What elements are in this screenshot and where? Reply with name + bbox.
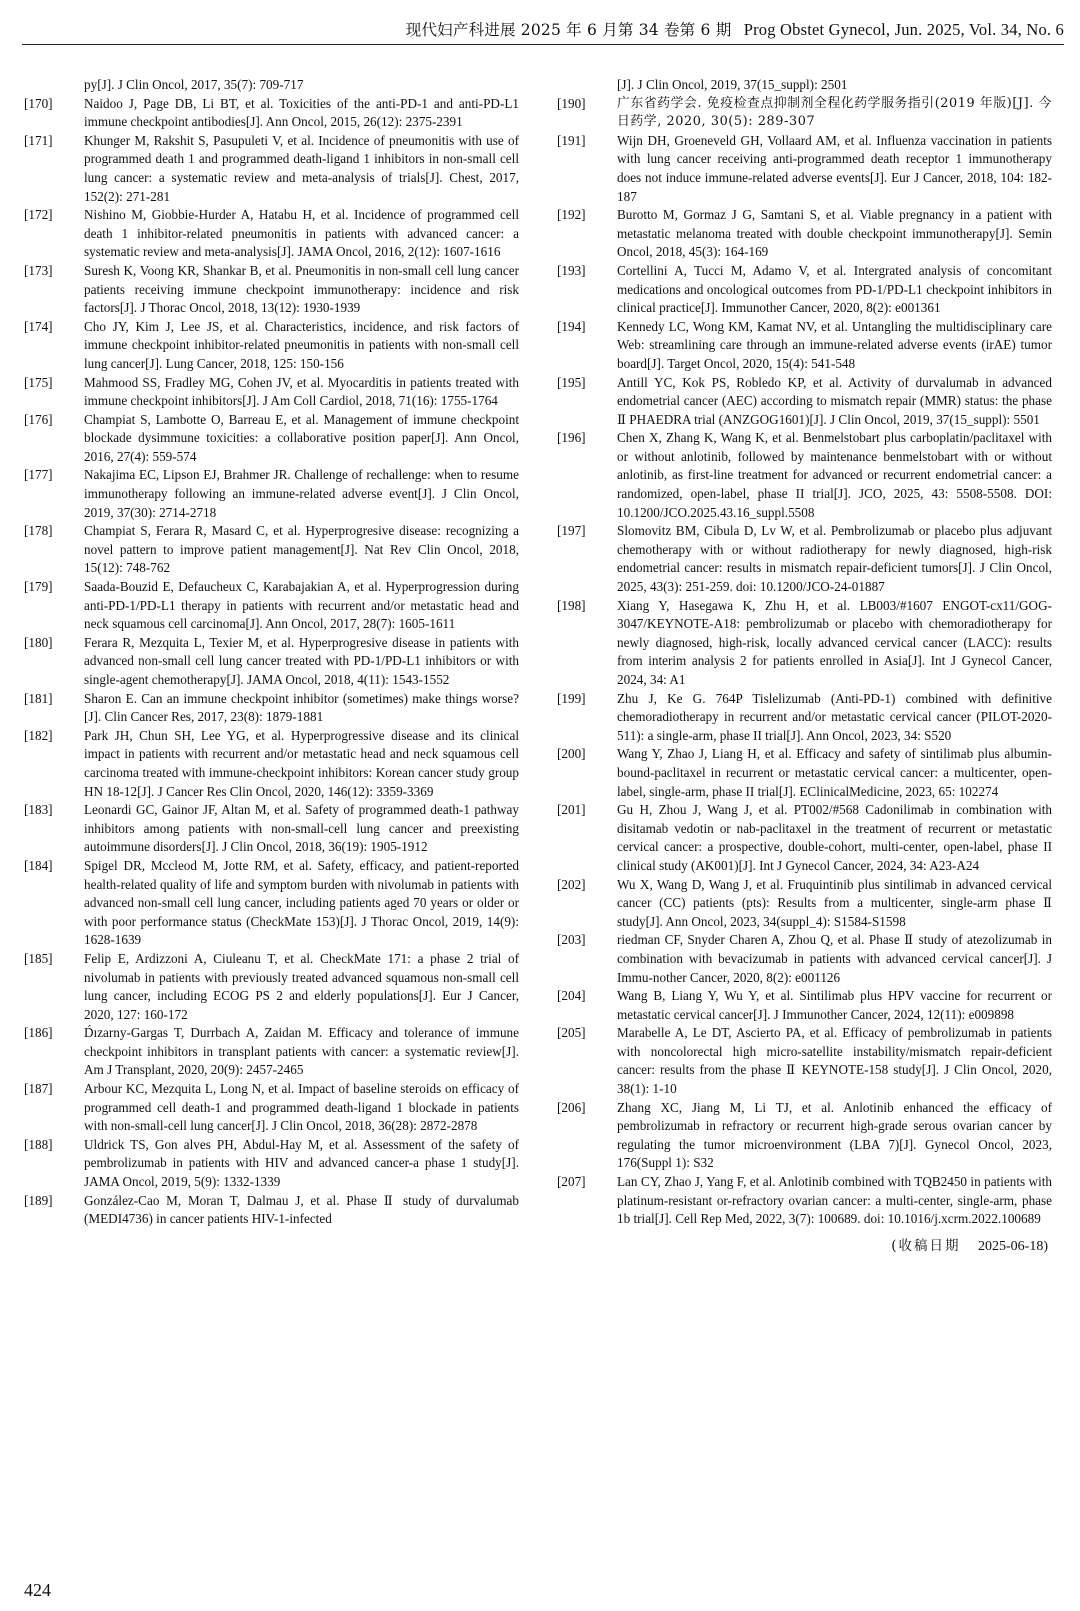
reference-item bbox=[557, 597, 1052, 690]
reference-text: Khunger M, Rakshit S, Pasupuleti V, et al. Incidence of pneumonitis with use of programmed death 1 and programmed death-ligand 1 inhibitors in non-small cell lung cancer: a systematic review and meta-analysis of trials[J]. Chest, 2017, 152(2): 271-281 bbox=[84, 132, 519, 204]
reference-text: Suresh K, Voong KR, Shankar B, et al. Pneumonitis in non-small cell lung cancer patients receiving immune checkpoint immunotherapy: incidence and risk factors[J]. J Thorac Oncol, 2018, 13(12): 1930-1939 bbox=[84, 262, 519, 316]
reference-number: [173] bbox=[24, 262, 53, 278]
reference-number: [183] bbox=[24, 802, 53, 818]
reference-number: [191] bbox=[557, 132, 586, 148]
reference-item bbox=[24, 727, 519, 801]
reference-number: [176] bbox=[24, 411, 53, 427]
reference-number: [180] bbox=[24, 634, 53, 650]
reference-item bbox=[24, 1024, 519, 1080]
reference-item bbox=[24, 206, 519, 262]
received-date: 2025-06-18) bbox=[978, 1238, 1048, 1254]
reference-text: Wang B, Liang Y, Wu Y, et al. Sintilimab plus HPV vaccine for recurrent or metastatic cervical cancer[J]. J Immunother Cancer, 2024, 12(11): e009898 bbox=[617, 988, 1052, 1022]
reference-number: [203] bbox=[557, 932, 586, 948]
reference-item bbox=[24, 466, 519, 522]
reference-number: [177] bbox=[24, 467, 53, 483]
reference-list-right bbox=[557, 95, 1052, 1229]
reference-item bbox=[24, 132, 519, 206]
reference-number: [186] bbox=[24, 1025, 53, 1041]
reference-number: [185] bbox=[24, 950, 53, 966]
reference-text: Wijn DH, Groeneveld GH, Vollaard AM, et al. Influenza vaccination in patients with lung cancer receiving anti-programmed death receptor 1 immunotherapy does not induce immune-related adverse events[J]. Eur J Cancer, 2018, 104: 182-187 bbox=[617, 132, 1052, 204]
reference-item bbox=[24, 950, 519, 1024]
reference-item bbox=[557, 95, 1052, 132]
reference-item bbox=[24, 1136, 519, 1192]
reference-text: Champiat S, Ferara R, Masard C, et al. Hyperprogresive disease: recognizing a novel pattern to improve patient management[J]. Nat Rev Clin Oncol, 2018, 15(12): 748-762 bbox=[84, 523, 519, 576]
reference-item bbox=[24, 374, 519, 411]
reference-number: [182] bbox=[24, 727, 53, 743]
reference-text: riedman CF, Snyder Charen A, Zhou Q, et al. Phase Ⅱ study of atezolizumab in combination with bevacizumab in patients with advanced cervical cancer[J]. J Immu-nother Cancer, 2020, 8(2): e001126 bbox=[617, 932, 1052, 985]
reference-text: Wang Y, Zhao J, Liang H, et al. Efficacy and safety of sintilimab plus albumin-bound-paclitaxel in recurrent or metastatic cervical cancer: a multicenter, open-label, single-arm, phase II trial[J]. EClinicalMedicine, 2023, 65: 102274 bbox=[617, 746, 1052, 799]
reference-number: [205] bbox=[557, 1025, 586, 1041]
reference-text: Zhu J, Ke G. 764P Tislelizumab (Anti-PD-1) combined with definitive chemoradiotherapy in recurrent and/or metastatic cervical cancer (PILOT-2020-511): a single-arm, phase II trial[J]. Ann Oncol, 2023, 34: S520 bbox=[617, 690, 1052, 743]
reference-item bbox=[24, 578, 519, 634]
reference-text: Xiang Y, Hasegawa K, Zhu H, et al. LB003/#1607 ENGOT-cx11/GOG-3047/KEYNOTE-A18: pembrolizumab or placebo with chemoradiotherapy for newly diagnosed, high-risk, locally advanced cervical cancer (LACC): results from interim analysis 2 for patients enrolled in Asia[J]. Int J Gynecol Cancer, 2024, 34: A1 bbox=[617, 597, 1052, 687]
reference-item bbox=[24, 634, 519, 690]
reference-list-left bbox=[24, 95, 519, 1229]
reference-item bbox=[557, 374, 1052, 430]
reference-text: Nishino M, Giobbie-Hurder A, Hatabu H, et al. Incidence of programmed cell death 1 inhibitor-related pneumonitis in patients with advanced cancer: a systematic review and meta-analysis[J]. JAMA Oncol, 2016, 2(12): 1607-1616 bbox=[84, 207, 519, 260]
reference-number: [170] bbox=[24, 95, 53, 111]
reference-number: [201] bbox=[557, 802, 586, 818]
reference-number: [190] bbox=[557, 95, 586, 111]
reference-text: Antill YC, Kok PS, Robledo KP, et al. Activity of durvalumab in advanced endometrial cancer (AEC) according to mismatch repair (MMR) status: the phase Ⅱ PHAEDRA trial (ANZGOG1601)[J]. J Clin Oncol, 2019, 37(15_suppl): 5501 bbox=[617, 374, 1052, 427]
reference-text: Marabelle A, Le DT, Ascierto PA, et al. Efficacy of pembrolizumab in patients with noncolorectal high micro-satellite instability/mismatch repair-deficient cancer: results from the phase Ⅱ KEYNOTE-158 study[J]. J Clin Oncol, 2020, 38(1): 1-10 bbox=[617, 1025, 1052, 1097]
reference-item bbox=[24, 411, 519, 467]
reference-continuation: py[J]. J Clin Oncol, 2017, 35(7): 709-717 bbox=[84, 77, 304, 92]
reference-item bbox=[557, 318, 1052, 374]
reference-item bbox=[557, 262, 1052, 318]
reference-number: [195] bbox=[557, 374, 586, 390]
reference-number: [188] bbox=[24, 1136, 53, 1152]
reference-text: Kennedy LC, Wong KM, Kamat NV, et al. Untangling the multidisciplinary care Web: streamlining care through an immune-related adverse events (irAE) tumor board[J]. Target Oncol, 2020, 15(4): 541-548 bbox=[617, 318, 1052, 371]
reference-number: [207] bbox=[557, 1174, 586, 1190]
reference-text: Sharon E. Can an immune checkpoint inhibitor (sometimes) make things worse? [J]. Clin Cancer Res, 2017, 23(8): 1879-1881 bbox=[84, 690, 519, 725]
reference-text: Zhang XC, Jiang M, Li TJ, et al. Anlotinib enhanced the efficacy of pembrolizumab in refractory or recurrent high-grade serous ovarian cancer by regulating the tumor microenvironment (LBA 7)[J]. Gynecol Oncol, 2023, 176(Suppl 1): S32 bbox=[617, 1099, 1052, 1171]
reference-text: Cho JY, Kim J, Lee JS, et al. Characteristics, incidence, and risk factors of immune checkpoint inhibitor-related pneumonitis in patients with non-small cell lung cancer[J]. Lung Cancer, 2018, 125: 150-156 bbox=[84, 318, 519, 371]
reference-text: D́ızarny-Gargas T, Durrbach A, Zaidan M. Efficacy and tolerance of immune checkpoint inhibitors in transplant patients with cancer: a systematic review[J]. Am J Transplant, 2020, 20(9): 2457-2465 bbox=[84, 1025, 519, 1078]
reference-item bbox=[24, 318, 519, 374]
reference-text: Uldrick TS, Gon alves PH, Abdul-Hay M, et al. Assessment of the safety of pembrolizumab in patients with HIV and advanced cancer-a phase 1 study[J]. JAMA Oncol, 2019, 5(9): 1332-1339 bbox=[84, 1136, 519, 1190]
reference-item bbox=[557, 132, 1052, 206]
reference-text: Mahmood SS, Fradley MG, Cohen JV, et al. Myocarditis in patients treated with immune checkpoint inhibitors[J]. J Am Coll Cardiol, 2018, 71(16): 1755-1764 bbox=[84, 374, 519, 409]
reference-number: [179] bbox=[24, 579, 53, 595]
reference-item bbox=[557, 931, 1052, 987]
reference-item bbox=[24, 522, 519, 578]
reference-item bbox=[557, 1024, 1052, 1098]
header-rule bbox=[22, 44, 1064, 45]
reference-number: [198] bbox=[557, 597, 586, 613]
reference-number: [196] bbox=[557, 430, 586, 446]
reference-number: [199] bbox=[557, 690, 586, 706]
reference-item bbox=[557, 745, 1052, 801]
reference-text: Champiat S, Lambotte O, Barreau E, et al. Management of immune checkpoint blockade dysimmune toxicities: a collaborative position paper[J]. Ann Oncol, 2016, 27(4): 559-574 bbox=[84, 411, 519, 464]
reference-text: Leonardi GC, Gainor JF, Altan M, et al. Safety of programmed death-1 pathway inhibitors among patients with non-small-cell lung cancer and preexisting autoimmune disorders[J]. J Clin Oncol, 2018, 36(19): 1905-1912 bbox=[84, 802, 519, 855]
reference-number: [174] bbox=[24, 318, 53, 334]
reference-text: Gu H, Zhou J, Wang J, et al. PT002/#568 Cadonilimab in combination with disitamab vedotin or nab-paclitaxel in the treatment of recurrent or metastatic cervical cancer: a prospective, double-cohort, multi-center, open-label, phase II clinical study (AK001)[J]. Int J Gynecol Cancer, 2024, 34: A23-A24 bbox=[617, 802, 1052, 873]
page-number: 424 bbox=[24, 1580, 51, 1600]
reference-number: [194] bbox=[557, 318, 586, 334]
reference-continuation: [J]. J Clin Oncol, 2019, 37(15_suppl): 2501 bbox=[617, 77, 848, 92]
reference-item bbox=[557, 206, 1052, 262]
reference-item bbox=[557, 429, 1052, 522]
reference-number: [202] bbox=[557, 876, 586, 892]
reference-text: Saada-Bouzid E, Defaucheux C, Karabajakian A, et al. Hyperprogression during anti-PD-1/PD-L1 therapy in patients with recurrent and/or metastatic head and neck squamous cell carcinoma[J]. Ann Oncol, 2017, 28(7): 1605-1611 bbox=[84, 579, 519, 632]
reference-item bbox=[557, 690, 1052, 746]
reference-number: [178] bbox=[24, 523, 53, 539]
reference-text: González-Cao M, Moran T, Dalmau J, et al. Phase Ⅱ study of durvalumab (MEDI4736) in cancer patients HIV-1-infected bbox=[84, 1192, 519, 1227]
reference-item bbox=[24, 262, 519, 318]
reference-text: Spigel DR, Mccleod M, Jotte RM, et al. Safety, efficacy, and patient-reported health-related quality of life and symptom burden with nivolumab in patients with advanced non-small cell lung cancer, including patients aged 70 years or older or with poor performance status (CheckMate 153)[J]. J Thorac Oncol, 2019, 14(9): 1628-1639 bbox=[84, 857, 519, 948]
reference-number: [189] bbox=[24, 1192, 53, 1208]
reference-number: [197] bbox=[557, 523, 586, 539]
journal-title-en: Prog Obstet Gynecol, Jun. 2025, Vol. 34, No. 6 bbox=[743, 20, 1064, 39]
reference-text: Chen X, Zhang K, Wang K, et al. Benmelstobart plus carboplatin/paclitaxel with or without anlotinib, followed by maintenance benmelstobart with or without anlotinib, as first-line treatment for advanced or recurrent endometrial cancer: a randomized, open-label, phase II trial[J]. JCO, 2025, 43: 5508-5508. DOI: 10.1200/JCO.2025.43.16_suppl.5508 bbox=[617, 430, 1052, 520]
reference-item bbox=[24, 1192, 519, 1229]
reference-number: [206] bbox=[557, 1099, 586, 1115]
reference-number: [187] bbox=[24, 1081, 53, 1097]
reference-item bbox=[557, 1099, 1052, 1173]
reference-text: Naidoo J, Page DB, Li BT, et al. Toxicities of the anti-PD-1 and anti-PD-L1 immune checkpoint antibodies[J]. Ann Oncol, 2015, 26(12): 2375-2391 bbox=[84, 95, 519, 130]
reference-number: [175] bbox=[24, 374, 53, 390]
reference-item bbox=[557, 522, 1052, 596]
reference-text: 广东省药学会. 免疫检查点抑制剂全程化药学服务指引(2019 年版)[J]. 今日药学, 2020, 30(5): 289-307 bbox=[617, 95, 1052, 130]
reference-item bbox=[24, 801, 519, 857]
reference-text: Lan CY, Zhao J, Yang F, et al. Anlotinib combined with TQB2450 in patients with platinum-resistant or-refractory ovarian cancer: a multi-center, single-arm, phase 1b trial[J]. Cell Rep Med, 2022, 3(7): 100689. doi: 10.1016/j.xcrm.2022.100689 bbox=[617, 1174, 1052, 1227]
received-label: (收稿日期 bbox=[891, 1237, 961, 1254]
reference-text: Cortellini A, Tucci M, Adamo V, et al. Intergrated analysis of concomitant medications and oncological outcomes from PD-1/PD-L1 checkpoint inhibitors in clinical practice[J]. Immunother Cancer, 2020, 8(2): e001361 bbox=[617, 262, 1052, 316]
reference-item bbox=[557, 1173, 1052, 1229]
reference-item bbox=[24, 95, 519, 132]
reference-text: Park JH, Chun SH, Lee YG, et al. Hyperprogressive disease and its clinical impact in patients with recurrent and/or metastatic head and neck squamous cell carcinoma treated with immune-checkpoint inhibitors: Korean cancer study group HN 18-12[J]. J Cancer Res Clin Oncol, 2020, 146(12): 3359-3369 bbox=[84, 727, 519, 799]
reference-text: Wu X, Wang D, Wang J, et al. Fruquintinib plus sintilimab in advanced cervical cancer (CC) patients (pts): Results from a multicenter, single-arm phase Ⅱ study[J]. Ann Oncol, 2023, 34(suppl_4): S1584-S1598 bbox=[617, 876, 1052, 929]
reference-number: [181] bbox=[24, 690, 53, 706]
reference-item bbox=[24, 690, 519, 727]
reference-item bbox=[557, 876, 1052, 932]
reference-number: [172] bbox=[24, 207, 53, 223]
received-date-line bbox=[557, 1237, 1052, 1257]
reference-item bbox=[557, 801, 1052, 875]
reference-number: [200] bbox=[557, 746, 586, 762]
reference-text: Felip E, Ardizzoni A, Ciuleanu T, et al. CheckMate 171: a phase 2 trial of nivolumab in patients with previously treated advanced squamous non-small cell lung cancer, including ECOG PS 2 and elderly populations[J]. Eur J Cancer, 2020, 127: 160-172 bbox=[84, 950, 519, 1022]
reference-text: Slomovitz BM, Cibula D, Lv W, et al. Pembrolizumab or placebo plus adjuvant chemotherapy with or without radiotherapy for newly diagnosed, high-risk endometrial cancer: results in mismatch repair-deficient tumors[J]. J Clin Oncol, 2025, 43(3): 251-259. doi: 10.1200/JCO-24-01887 bbox=[617, 523, 1052, 595]
reference-column-left bbox=[24, 76, 519, 1229]
reference-item bbox=[24, 1080, 519, 1136]
reference-text: Ferara R, Mezquita L, Texier M, et al. Hyperprogresive disease in patients with advanced non-small cell lung cancer treated with PD-1/PD-L1 inhibitors or with single-agent chemotherapy[J]. JAMA Oncol, 2018, 4(11): 1543-1552 bbox=[84, 634, 519, 687]
reference-text: Burotto M, Gormaz J G, Samtani S, et al. Viable pregnancy in a patient with metastatic melanoma treated with double checkpoint immunotherapy[J]. Semin Oncol, 2018, 45(3): 164-169 bbox=[617, 207, 1052, 260]
reference-item bbox=[557, 987, 1052, 1024]
reference-text: Nakajima EC, Lipson EJ, Brahmer JR. Challenge of rechallenge: when to resume immunotherapy following an immune-related adverse event[J]. J Clin Oncol, 2019, 37(30): 2714-2718 bbox=[84, 467, 519, 520]
journal-title-cn: 现代妇产科进展 2025 年 6 月第 34 卷第 6 期 bbox=[405, 21, 732, 39]
reference-column-right bbox=[557, 76, 1052, 1256]
reference-text: Arbour KC, Mezquita L, Long N, et al. Impact of baseline steroids on efficacy of programmed cell death-1 and programmed death-ligand 1 blockade in patients with non-small-cell lung cancer[J]. J Clin Oncol, 2018, 36(28): 2872-2878 bbox=[84, 1081, 519, 1134]
reference-number: [193] bbox=[557, 262, 586, 278]
running-header bbox=[0, 18, 1064, 40]
reference-item bbox=[24, 857, 519, 950]
reference-number: [204] bbox=[557, 988, 586, 1004]
reference-number: [192] bbox=[557, 207, 586, 223]
reference-number: [171] bbox=[24, 132, 53, 148]
reference-number: [184] bbox=[24, 857, 53, 873]
